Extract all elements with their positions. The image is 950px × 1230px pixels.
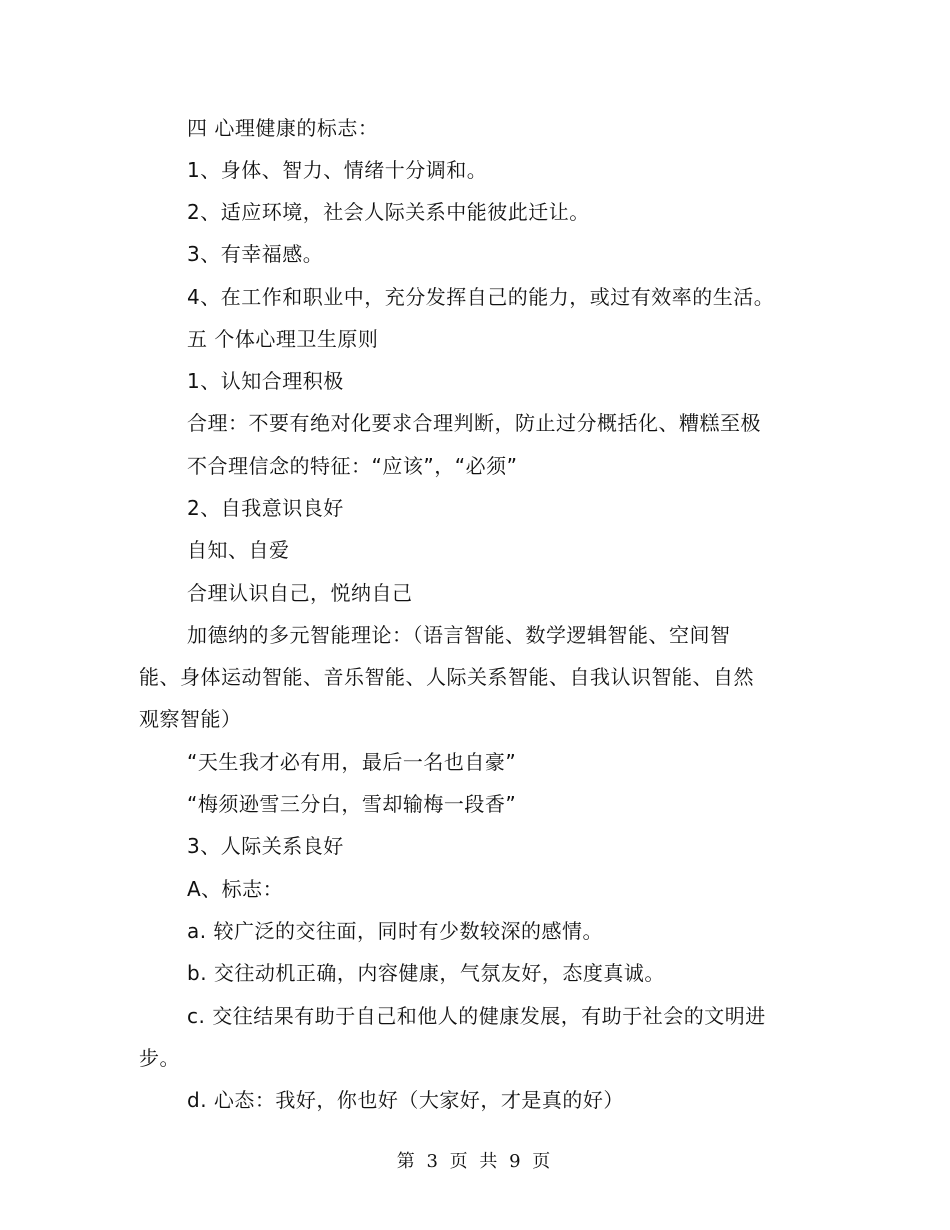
list-item: 2、自我意识良好 (187, 496, 344, 520)
section-heading: 五 个体心理卫生原则 (187, 327, 379, 351)
paragraph-line: 不合理信念的特征：“应该”，“必须” (187, 454, 518, 478)
list-item: 步。 (139, 1046, 180, 1070)
quote-line: “天生我才必有用，最后一名也自豪” (187, 750, 517, 774)
list-item: 1、认知合理积极 (187, 369, 344, 393)
list-item: 2、适应环境，社会人际关系中能彼此迁让。 (187, 200, 590, 224)
paragraph-line: 合理认识自己，悦纳自己 (187, 581, 413, 605)
paragraph-line: 能、身体运动智能、音乐智能、人际关系智能、自我认识智能、自然 (139, 665, 754, 689)
list-item: 3、人际关系良好 (187, 834, 344, 858)
paragraph-line: 加德纳的多元智能理论：（语言智能、数学逻辑智能、空间智 (187, 623, 731, 647)
section-heading: 四 心理健康的标志： (187, 116, 379, 140)
list-item: c. 交往结果有助于自己和他人的健康发展，有助于社会的文明进 (187, 1004, 766, 1028)
quote-line: “梅须逊雪三分白，雪却输梅一段香” (187, 792, 517, 816)
list-item: d. 心态：我好，你也好（大家好，才是真的好） (187, 1088, 624, 1112)
page-number-footer: 第 3 页 共 9 页 (396, 1151, 554, 1172)
paragraph-line: 自知、自爱 (187, 538, 290, 562)
sub-heading: A、标志： (187, 877, 284, 901)
list-item: b. 交往动机正确，内容健康，气氛友好，态度真诚。 (187, 961, 665, 985)
list-item: 4、在工作和职业中，充分发挥自己的能力，或过有效率的生活。 (187, 285, 775, 309)
list-item: 3、有幸福感。 (187, 242, 324, 266)
paragraph-line: 合理：不要有绝对化要求合理判断，防止过分概括化、糟糕至极 (187, 411, 761, 435)
list-item: a. 较广泛的交往面，同时有少数较深的感情。 (187, 919, 603, 943)
paragraph-line: 观察智能） (139, 707, 242, 731)
list-item: 1、身体、智力、情绪十分调和。 (187, 158, 488, 182)
